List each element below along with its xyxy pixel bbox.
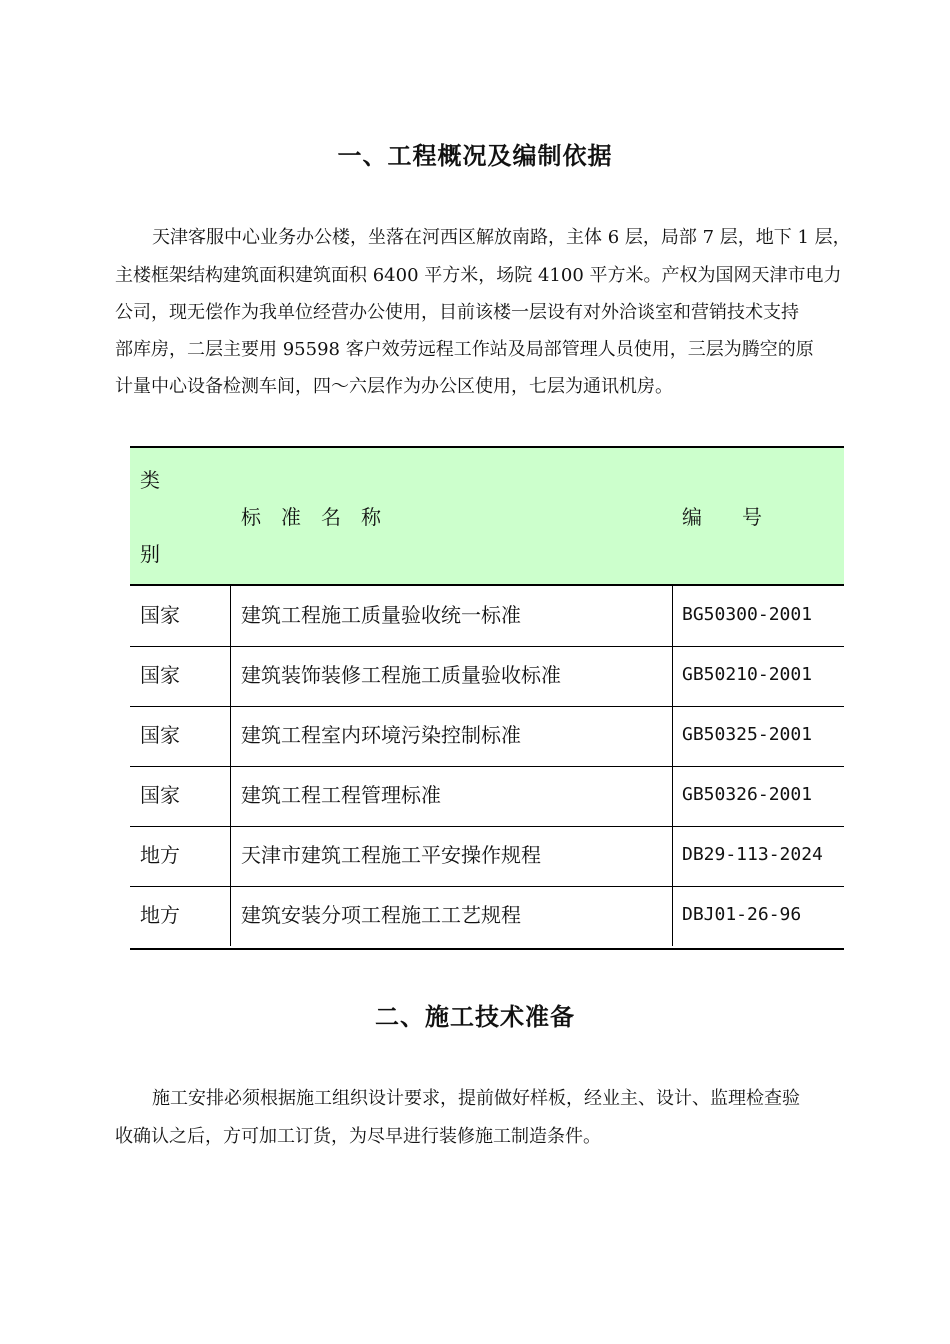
header-code: 编 号 — [682, 505, 762, 529]
cell-name: 建筑工程施工质量验收统一标准 — [241, 603, 521, 627]
cell-code: GB50325-2001 — [682, 724, 813, 745]
table-row — [130, 826, 844, 887]
cell-code: BG50300-2001 — [682, 604, 813, 625]
cell-category: 地方 — [140, 903, 180, 927]
table-row — [130, 646, 844, 707]
cell-category: 国家 — [140, 783, 180, 807]
cell-code: DBJ01-26-96 — [682, 904, 802, 925]
header-name: 标 准 名 称 — [241, 505, 381, 529]
cell-name: 天津市建筑工程施工平安操作规程 — [241, 843, 541, 867]
cell-name: 建筑装饰装修工程施工质量验收标准 — [241, 663, 561, 687]
cell-code: DB29-113-2024 — [682, 844, 823, 865]
paragraph-line: 部库房，二层主要用 95598 客户效劳远程工作站及局部管理人员使用，三层为腾空的原 — [115, 339, 814, 360]
cell-category: 国家 — [140, 663, 180, 687]
paragraph-line: 天津客服中心业务办公楼，坐落在河西区解放南路，主体 6 层，局部 7 层，地下 1 层， — [152, 227, 851, 248]
table-row — [130, 766, 844, 827]
cell-category: 国家 — [140, 723, 180, 747]
section2-title: 二、施工技术准备 — [375, 1003, 575, 1031]
paragraph-line: 公司，现无偿作为我单位经营办公使用，目前该楼一层设有对外洽谈室和营销技术支持 — [115, 302, 799, 323]
cell-code: GB50210-2001 — [682, 664, 813, 685]
cell-category: 国家 — [140, 603, 180, 627]
header-category-1: 类 — [140, 468, 160, 492]
cell-name: 建筑工程工程管理标准 — [241, 783, 441, 807]
table-row — [130, 706, 844, 767]
table-row — [130, 586, 844, 647]
table-row — [130, 886, 844, 946]
paragraph-line: 计量中心设备检测车间，四～六层作为办公区使用，七层为通讯机房。 — [115, 376, 673, 397]
table-header — [130, 448, 844, 586]
paragraph-line: 主楼框架结构建筑面积建筑面积 6400 平方米，场院 4100 平方米。产权为国网天津市电力 — [115, 265, 842, 286]
header-category-2: 别 — [140, 542, 160, 566]
section1-title: 一、工程概况及编制依据 — [337, 142, 613, 170]
cell-code: GB50326-2001 — [682, 784, 813, 805]
cell-name: 建筑安装分项工程施工工艺规程 — [241, 903, 521, 927]
paragraph-line: 施工安排必须根据施工组织设计要求，提前做好样板，经业主、设计、监理检查验 — [152, 1088, 800, 1109]
paragraph-line: 收确认之后，方可加工订货，为尽早进行装修施工制造条件。 — [115, 1126, 601, 1147]
cell-category: 地方 — [140, 843, 180, 867]
cell-name: 建筑工程室内环境污染控制标准 — [241, 723, 521, 747]
standards-table — [130, 446, 844, 950]
